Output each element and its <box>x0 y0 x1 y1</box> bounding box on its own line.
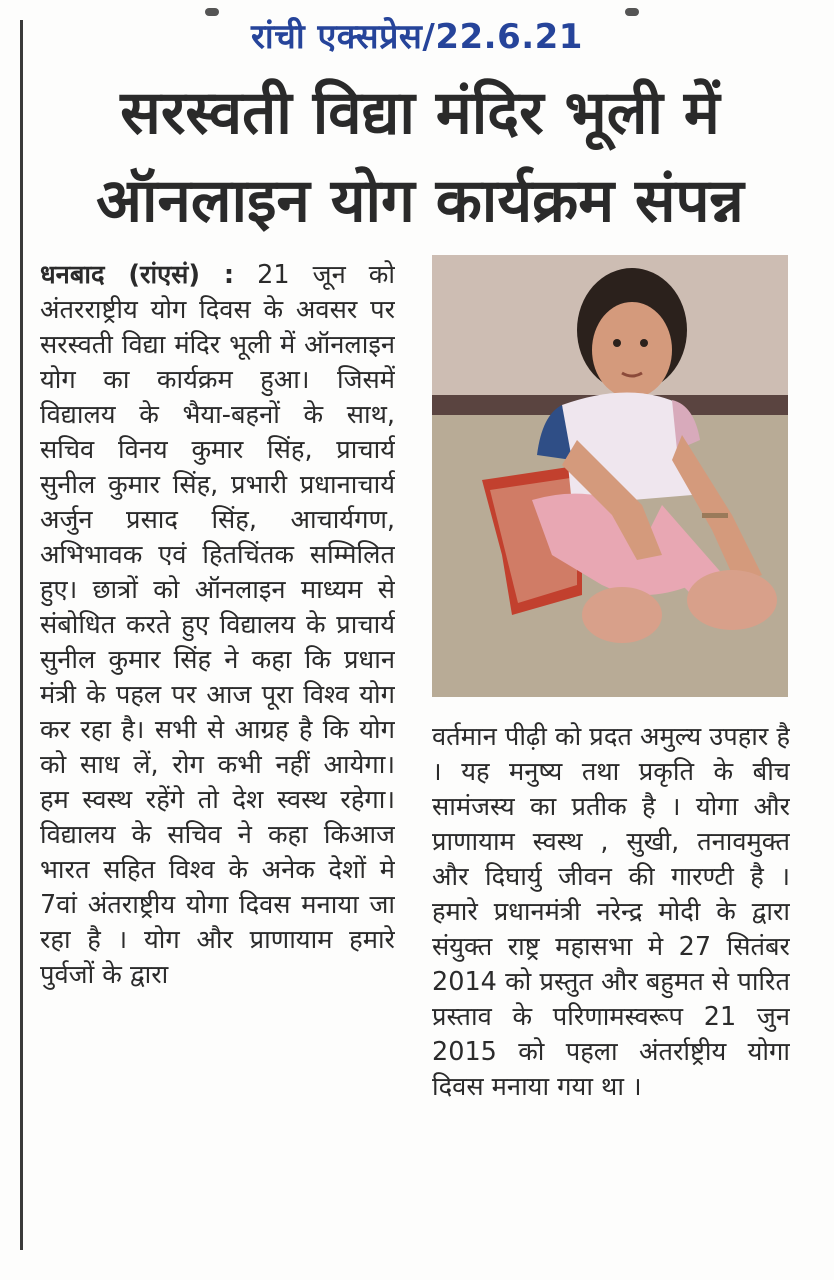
column-divider <box>20 20 23 1250</box>
child-yoga-photo <box>432 255 788 697</box>
source-date-caption: रांची एक्सप्रेस/22.6.21 <box>251 17 583 57</box>
headline-line-1: सरस्वती विद्या मंदिर भूली में <box>120 78 720 148</box>
article-text-left: 21 जून को अंतरराष्ट्रीय योग दिवस के अवसर पर सरस्वती विद्या मंदिर भूली में ऑनलाइन योग का कार्यक्रम हुआ। जिसमें विद्यालय के भैया-बहनों के साथ, सचिव विनय कुमार सिंह, प्राचार्य सुनील कुमार सिंह, प्रभारी प्रधानाचार्य अर्जुन प्रसाद सिंह, आचार्यगण, अभिभावक एवं हितचिंतक सम्मिलित हुए। छात्रों को ऑनलाइन माध्यम से संबोधित करते हुए विद्यालय के प्राचार्य सुनील कुमार सिंह ने कहा कि प्रधान मंत्री के पहल पर आज पूरा विश्व योग कर रहा है। सभी से आग्रह है कि योग को साध लें, रोग कभी नहीं आयेगा। हम स्वस्थ रहेंगे तो देश स्वस्थ रहेगा। विद्यालय के सचिव ने कहा किआज भारत सहित विश्व के अनेक देशों मे 7वां अंतराष्ट्रीय योगा दिवस मनाया जा रहा है । योग और प्राणायाम हमारे पुर्वजों के द्वारा <box>40 260 395 990</box>
headline-line-2: ऑनलाइन योग कार्यक्रम संपन्न <box>96 166 744 236</box>
article-right-column <box>432 720 790 1210</box>
dateline: धनबाद (रांएसं) : <box>40 260 235 290</box>
article-left-column <box>40 258 395 1248</box>
article-text-right: वर्तमान पीढ़ी को प्रदत अमुल्य उपहार है । यह मनुष्य तथा प्रकृति के बीच सामंजस्य का प्रतीक है । योगा और प्राणायाम स्वस्थ , सुखी, तनावमुक्त और दिघार्यु जीवन की गारण्टी है । हमारे प्रधानमंत्री नरेन्द्र मोदी के द्वारा संयुक्त राष्ट्र महासभा मे 27 सितंबर 2014 को प्रस्तुत और बहुमत से पारित प्रस्ताव के परिणामस्वरूप 21 जुन 2015 को पहला अंतर्राष्ट्रीय योगा दिवस मनाया गया था । <box>432 722 790 1102</box>
photo-illustration <box>432 255 788 697</box>
